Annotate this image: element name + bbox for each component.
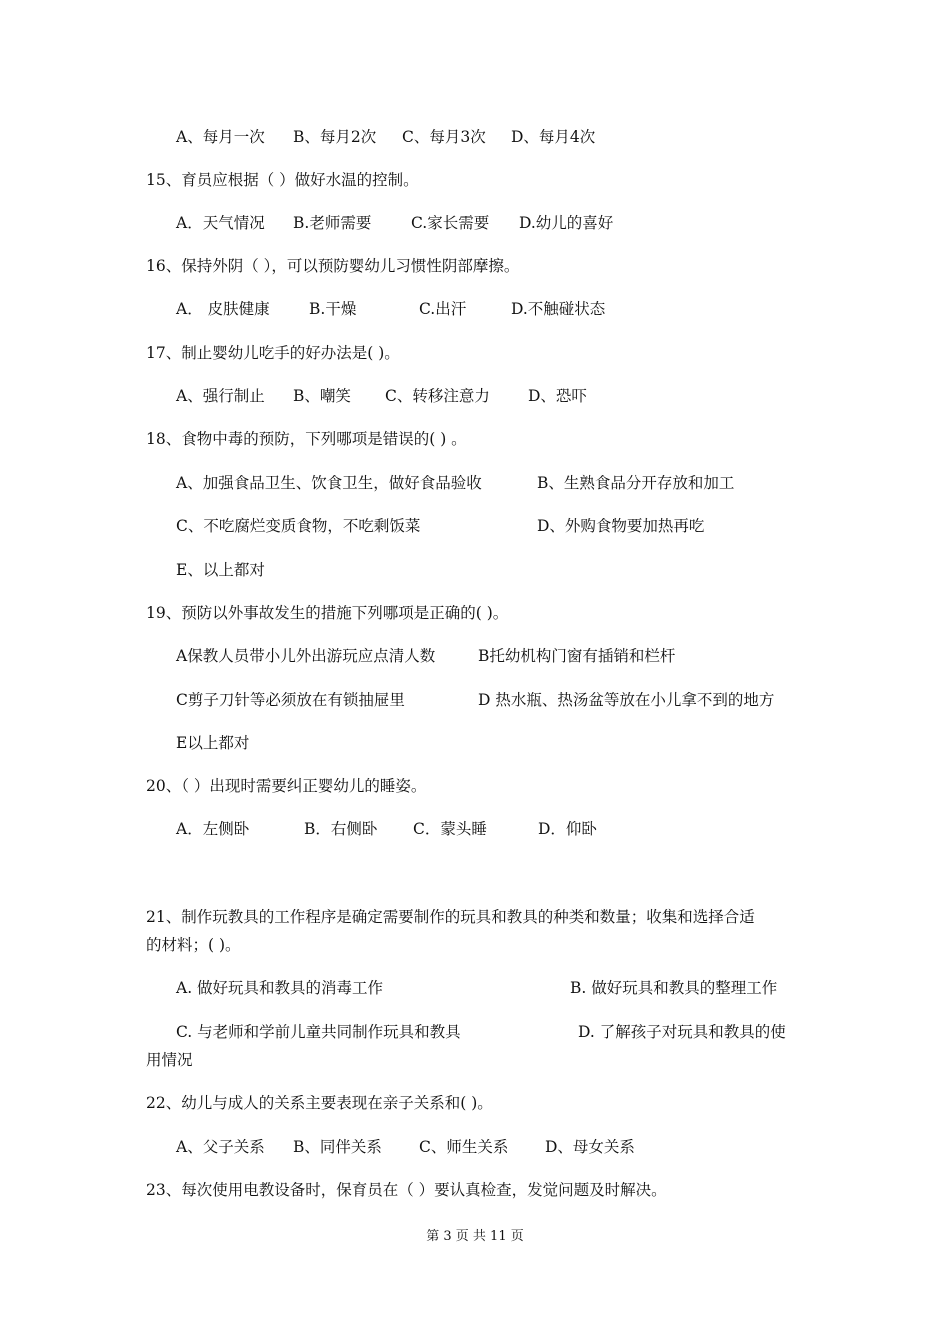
q20-stem: 20、（ ）出现时需要纠正婴幼儿的睡姿。 bbox=[146, 777, 427, 795]
q22-option-c: C、师生关系 bbox=[419, 1138, 509, 1156]
q20-option-b: B．右侧卧 bbox=[304, 820, 378, 838]
q17-option-a: A、强行制止 bbox=[176, 387, 265, 405]
q18-stem: 18、食物中毒的预防，下列哪项是错误的( ) 。 bbox=[146, 430, 467, 448]
q16-option-a: A． 皮肤健康 bbox=[176, 300, 270, 318]
q22-option-d: D、母女关系 bbox=[545, 1138, 635, 1156]
q18-option-e: E、以上都对 bbox=[176, 561, 265, 579]
q21-option-c: C. 与老师和学前儿童共同制作玩具和教具 bbox=[176, 1023, 461, 1041]
q19-option-b: B托幼机构门窗有插销和栏杆 bbox=[478, 647, 676, 665]
q22-option-b: B、同伴关系 bbox=[293, 1138, 382, 1156]
q18-option-b: B、生熟食品分开存放和加工 bbox=[537, 474, 735, 492]
q18-option-d: D、外购食物要加热再吃 bbox=[537, 517, 705, 535]
q15-option-d: D.幼儿的喜好 bbox=[519, 214, 614, 232]
q16-option-d: D.不触碰状态 bbox=[511, 300, 606, 318]
q17-stem: 17、制止婴幼儿吃手的好办法是( )。 bbox=[146, 344, 400, 362]
q21-option-d: D. 了解孩子对玩具和教具的使 bbox=[578, 1023, 786, 1041]
q21-stem-line2: 的材料；( )。 bbox=[146, 936, 241, 954]
q19-option-e: E以上都对 bbox=[176, 734, 250, 752]
q14-option-a: A、每月一次 bbox=[176, 128, 265, 146]
q19-stem: 19、预防以外事故发生的措施下列哪项是正确的( )。 bbox=[146, 604, 509, 622]
q17-option-b: B、嘲笑 bbox=[293, 387, 351, 405]
q15-option-c: C.家长需要 bbox=[411, 214, 490, 232]
q19-option-c: C剪子刀针等必须放在有锁抽屉里 bbox=[176, 691, 405, 709]
q21-stem-line1: 21、制作玩教具的工作程序是确定需要制作的玩具和教具的种类和数量；收集和选择合适 bbox=[146, 908, 755, 926]
q22-stem: 22、幼儿与成人的关系主要表现在亲子关系和( )。 bbox=[146, 1094, 493, 1112]
q22-option-a: A、父子关系 bbox=[176, 1138, 265, 1156]
q17-option-d: D、恐吓 bbox=[528, 387, 587, 405]
q15-stem: 15、育员应根据（ ）做好水温的控制。 bbox=[146, 171, 419, 189]
q21-option-d-continuation: 用情况 bbox=[146, 1051, 193, 1069]
q16-stem: 16、保持外阴（ ），可以预防婴幼儿习惯性阴部摩擦。 bbox=[146, 257, 520, 275]
q18-option-a: A、加强食品卫生、饮食卫生，做好食品验收 bbox=[176, 474, 482, 492]
page-footer: 第 3 页 共 11 页 bbox=[426, 1229, 524, 1244]
q20-option-a: A．左侧卧 bbox=[176, 820, 250, 838]
q18-option-c: C、不吃腐烂变质食物，不吃剩饭菜 bbox=[176, 517, 421, 535]
q23-stem: 23、每次使用电教设备时，保育员在（ ）要认真检查，发觉问题及时解决。 bbox=[146, 1181, 667, 1199]
q19-option-d: D 热水瓶、热汤盆等放在小儿拿不到的地方 bbox=[478, 691, 775, 709]
q16-option-b: B.干燥 bbox=[309, 300, 357, 318]
q14-option-d: D、每月4次 bbox=[511, 128, 596, 146]
q21-option-a: A. 做好玩具和教具的消毒工作 bbox=[176, 979, 384, 997]
q17-option-c: C、转移注意力 bbox=[385, 387, 490, 405]
q14-option-c: C、每月3次 bbox=[402, 128, 486, 146]
q20-option-d: D．仰卧 bbox=[538, 820, 597, 838]
q21-option-b: B. 做好玩具和教具的整理工作 bbox=[570, 979, 778, 997]
q19-option-a: A保教人员带小儿外出游玩应点清人数 bbox=[176, 647, 436, 665]
q15-option-a: A．天气情况 bbox=[176, 214, 265, 232]
q16-option-c: C.出汗 bbox=[419, 300, 467, 318]
q14-option-b: B、每月2次 bbox=[293, 128, 377, 146]
q20-option-c: C．蒙头睡 bbox=[413, 820, 487, 838]
q15-option-b: B.老师需要 bbox=[293, 214, 372, 232]
